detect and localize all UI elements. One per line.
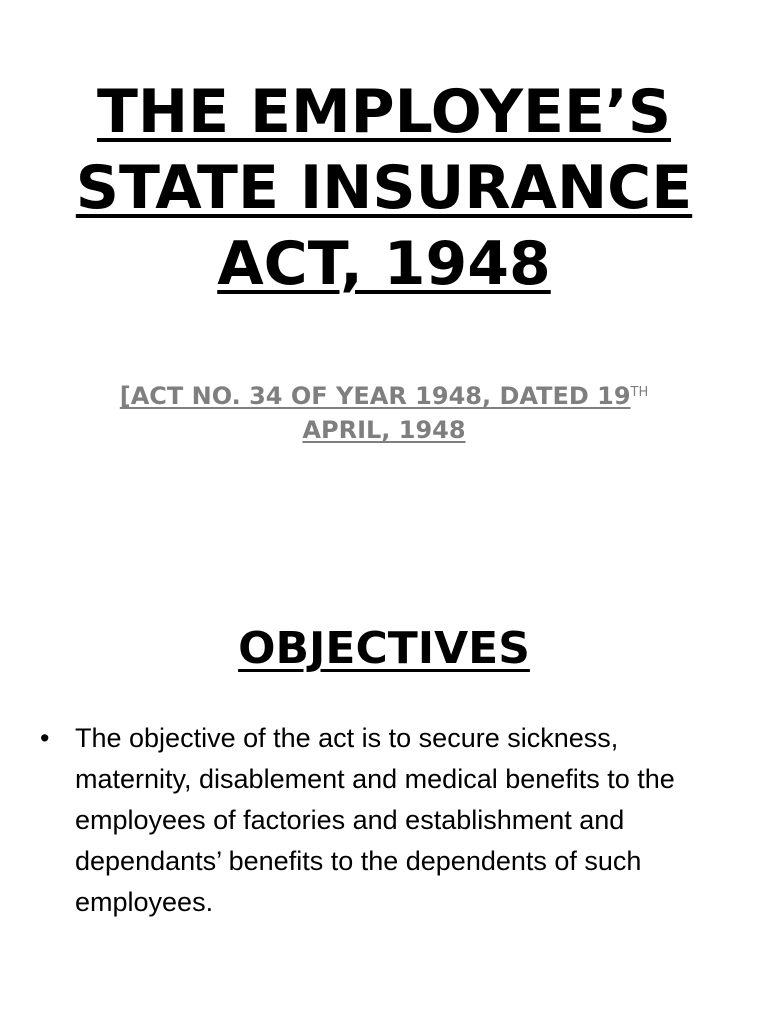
title-line-1 [20,74,748,150]
document-title [20,74,748,302]
list-item-text: The objective of the act is to secure sickness, maternity, disablement and medical benefits to the employees of factories and establishment and dependants’ benefits to the dependents of such employees. [75,723,675,917]
title-line-2-text: STATE INSURANCE [75,153,693,223]
objectives-heading-text: OBJECTIVES [238,623,530,674]
act-reference-date: APRIL, 1948 [302,416,466,444]
act-reference-main: [ACT NO. 34 OF YEAR 1948, DATED 19 [119,382,631,410]
title-line-3 [20,226,748,302]
objectives-heading [0,622,768,676]
act-reference-superscript: TH [630,385,649,400]
list-item [40,718,730,923]
bullet-icon: • [40,723,50,753]
act-reference-line-2 [40,413,728,447]
title-line-1-text: THE EMPLOYEE’S [96,77,672,147]
objectives-list [40,718,730,923]
title-line-3-text: ACT, 1948 [217,229,551,299]
act-reference-line-1 [40,376,728,413]
title-line-2 [20,150,748,226]
act-reference [40,376,728,447]
